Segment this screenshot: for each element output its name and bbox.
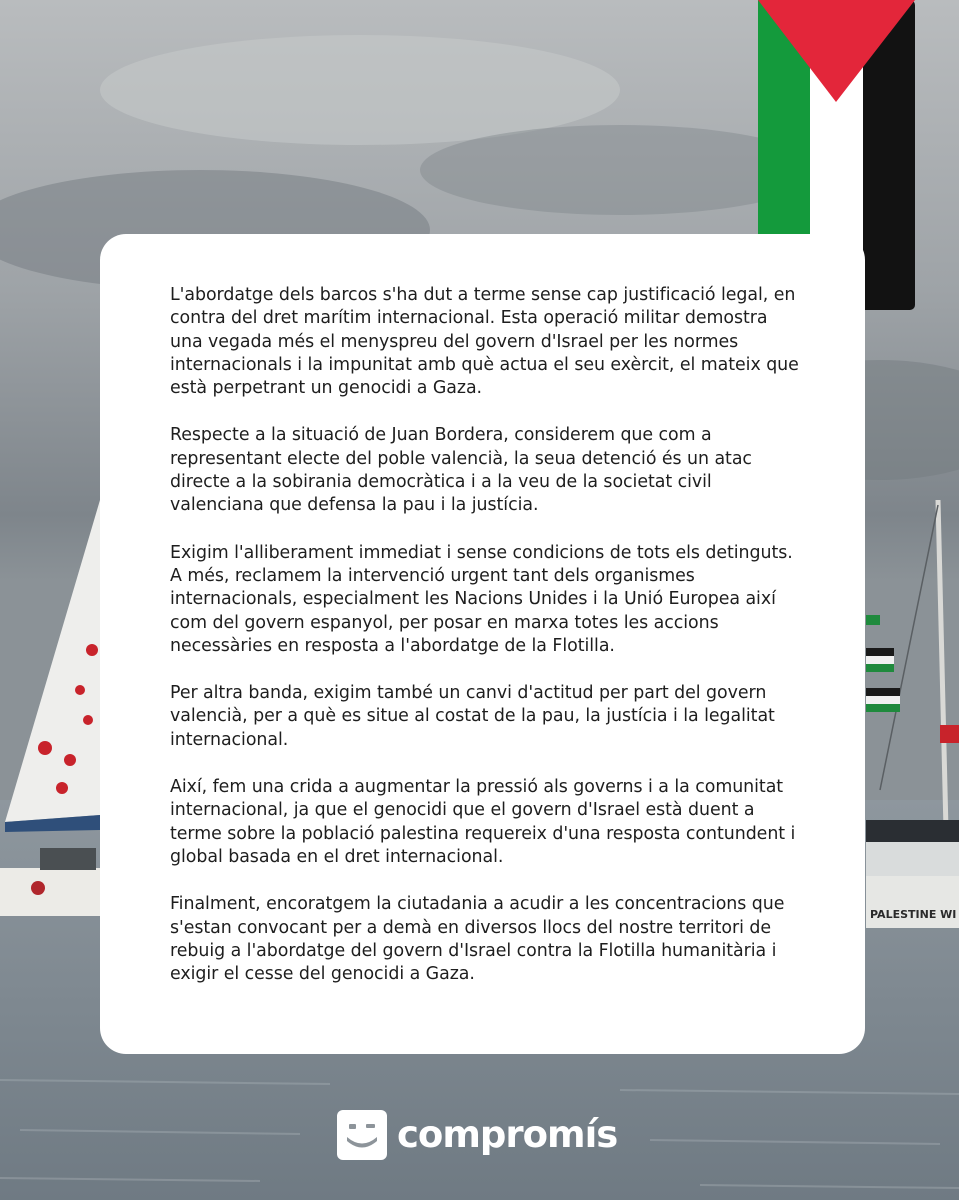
paragraph-3: Exigim l'alliberament immediat i sense condicions de tots els detinguts. A més, reclamem la intervenció urgent tant dels organismes internacionals, especialment les Nacions Unides i la Unió Europea així com del govern espanyol, per posar en marxa totes les accions necessàries en resposta a l'abordatge de la Flotilla. [170,542,793,656]
brand-name: compromís [397,1113,618,1156]
statement-card [100,234,865,1054]
paragraph-2: Respecte a la situació de Juan Bordera, considerem que com a representant electe del poble valencià, la seua detenció és un atac directe a la sobirania democràtica i a la veu de la societat civil valenciana que defensa la pau i la justícia. [170,425,752,516]
smiley-wink-icon [337,1110,387,1160]
paragraph-6: Finalment, encoratgem la ciutadania a acudir a les concentracions que s'estan convocant per a demà en diversos llocs del nostre territori de rebuig a l'abordatge del govern d'Israel contra la Flotilla humanitària i exigir el cesse del genocidi a Gaza. [170,894,785,985]
compromis-logo [337,1110,617,1160]
boat-sign-text: PALESTINE WI [870,908,957,921]
paragraph-1: L'abordatge dels barcos s'ha dut a terme sense cap justificació legal, en contra del dret marítim internacional. Esta operació militar demostra una vegada més el menyspreu del govern d'Israel per les normes internacionals i la impunitat amb què actua el seu exèrcit, el mateix que està perpetrant un genocidi a Gaza. [170,285,799,399]
paragraph-5: Així, fem una crida a augmentar la pressió als governs i a la comunitat internacional, ja que el genocidi que el govern d'Israel està duent a terme sobre la població palestina requereix d'una resposta contundent i global basada en el dret internacional. [170,777,796,867]
paragraph-4: Per altra banda, exigim també un canvi d'actitud per part del govern valencià, per a què es situe al costat de la pau, la justícia i la legalitat internacional. [170,683,775,750]
